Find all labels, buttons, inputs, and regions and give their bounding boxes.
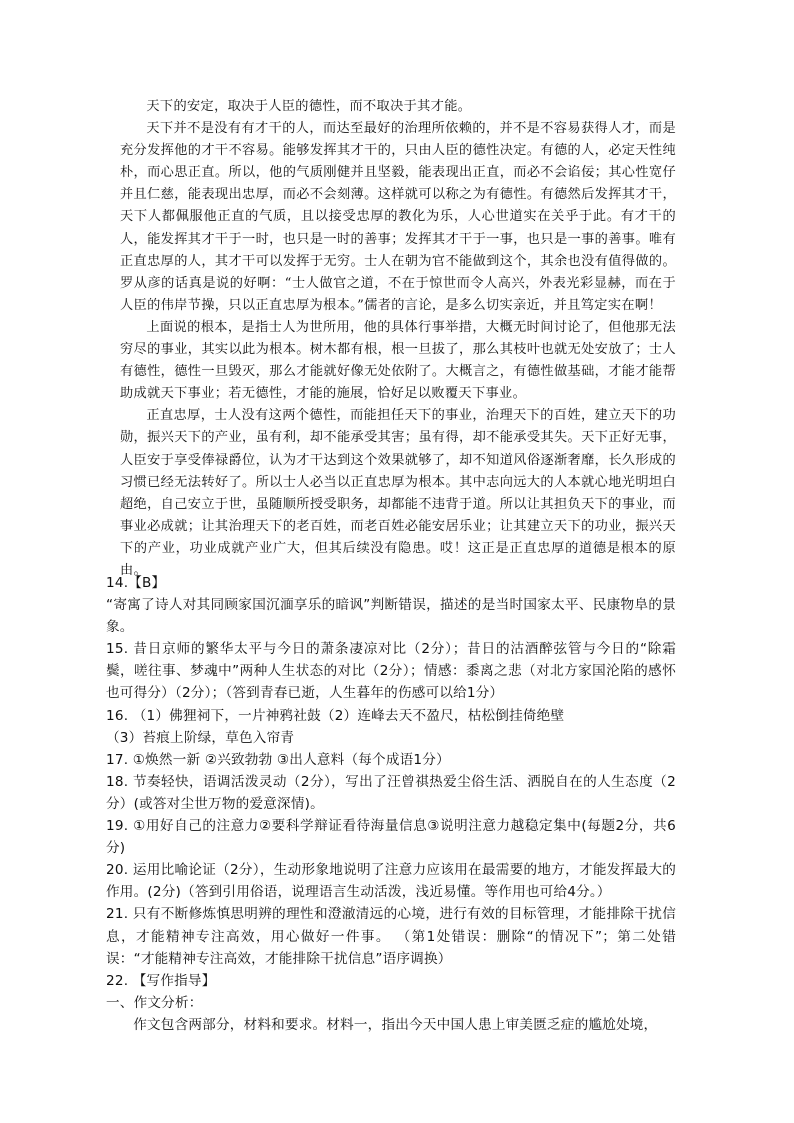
- answer-19: 19. ①用好自己的注意力②要科学辩证看待海量信息③说明注意力越稳定集中(每题2分，共6分): [106, 818, 676, 857]
- answer-section: [106, 572, 676, 1036]
- translation-paragraph-3: 上面说的根本，是指士人为世所用，他的具体行事举措，大概无时间讨论了，但他那无法穷尽的事业，其实以此为根本。树木都有根，根一旦拔了，那么其枝叶也就无处安放了；士人有德性，德性一旦毁灭，那么才能就好像无处依附了。大概言之，有德性做基础，才能才能帮助成就天下事业；若无德性，才能的施展，恰好足以败覆天下事业。: [120, 319, 676, 402]
- answer-15: 15. 昔日京师的繁华太平与今日的萧条凄凉对比（2分）；昔日的沽酒醉弦管与今日的“除霜鬓，嗟往事、梦魂中”两种人生状态的对比（2分）；情感：黍离之悲（对北方家国沦陷的感怀也可得分）（2分）；（答到青春已逝，人生暮年的伤感可以给1分）: [106, 641, 676, 702]
- answer-21: 21. 只有不断修炼慎思明辨的理性和澄澈清远的心境，进行有效的目标管理，才能排除干扰信息，才能精神专注高效，用心做好一件事。 （第1处错误：删除“的情况下”；第二处错误：“才能精神专注高效，才能排除干扰信息”语序调换）: [106, 906, 676, 967]
- answer-16-b: （3）苔痕上阶绿，草色入帘青: [106, 729, 295, 746]
- document-page: [120, 96, 676, 582]
- answer-22-label: 22. 【写作指导】: [106, 972, 216, 989]
- answer-16-a: 16. （1）佛狸祠下，一片神鸦社鼓（2）连峰去天不盈尺，枯松倒挂倚绝壁: [106, 707, 565, 724]
- answer-14-label: 14.【B】: [106, 575, 166, 591]
- translation-paragraph-1: 天下的安定，取决于人臣的德性，而不取决于其才能。: [146, 99, 472, 114]
- answer-18: 18. 节奏轻快，语调活泼灵动（2分），写出了汪曾祺热爱尘俗生活、洒脱自在的人生态度（2分）(或答对尘世万物的爱意深情)。: [106, 773, 676, 812]
- translation-paragraph-4: 正直忠厚，士人没有这两个德性，而能担任天下的事业，治理天下的百姓，建立天下的功勋，振兴天下的产业，虽有利，却不能承受其害；虽有得，却不能承受其失。天下正好无事，人臣安于享受俸禄爵位，认为才干达到这个效果就够了，却不知道风俗逐渐奢靡，长久形成的习惯已经无法转好了。所以士人必当以正直忠厚为根本。其中志向远大的人本就心地光明坦白超绝，自己安立于世，虽随顺所授受职务，却都能不违背于道。所以让其担负天下的事业，而事业必成就；让其治理天下的老百姓，而老百姓必能安居乐业；让其建立天下的功业，振兴天下的产业，功业成就产业广大，但其后续没有隐患。哎！这正是正直忠厚的道德是根本的原由。: [120, 408, 676, 578]
- answer-17: 17. ①焕然一新 ②兴致勃勃 ③出人意料（每个成语1分）: [106, 751, 450, 768]
- essay-analysis-paragraph: 作文包含两部分，材料和要求。材料一，指出今天中国人患上审美匮乏症的尴尬处境，: [133, 1016, 658, 1033]
- translation-paragraph-2: 天下并不是没有有才干的人，而达至最好的治理所依赖的，并不是不容易获得人才，而是充分发挥他的才干不容易。能够发挥其才干的，只由人臣的德性决定。有德的人，必定天性纯朴，而心思正直。所以，他的气质刚健并且坚毅，能表现出正直，而必不会谄佞；其心性宽仔并且仁慈，能表现出忠厚，而必不会刻薄。这样就可以称之为有德性。有德然后发挥其才干，天下人都佩服他正直的气质，且以接受忠厚的教化为乐，人心世道实在关乎于此。有才干的人，能发挥其才干于一时，也只是一时的善事；发挥其才干于一事，也只是一事的善事。唯有正直忠厚的人，其才干可以发挥于无穷。士人在朝为官不能做到这个，其余也没有值得做的。罗从彦的话真是说的好啊：“士人做官之道，不在于惊世而令人高兴，外表光彩显赫，而在于人臣的伟岸节操，只以正直忠厚为根本。”儒者的言论，是多么切实亲近，并且笃定实在啊！: [120, 121, 676, 313]
- section-heading-analysis: 一、作文分析：: [106, 994, 203, 1011]
- answer-14-text: “寄寓了诗人对其同顾家国沉湎享乐的暗讽”判断错误，描述的是当时国家太平、民康物阜的景象。: [106, 597, 676, 636]
- answer-20: 20. 运用比喻论证（2分），生动形象地说明了注意力应该用在最需要的地方，才能发挥最大的作用。(2分)（答到引用俗语，说理语言生动活泼，浅近易懂。等作用也可给4分。）: [106, 862, 676, 901]
